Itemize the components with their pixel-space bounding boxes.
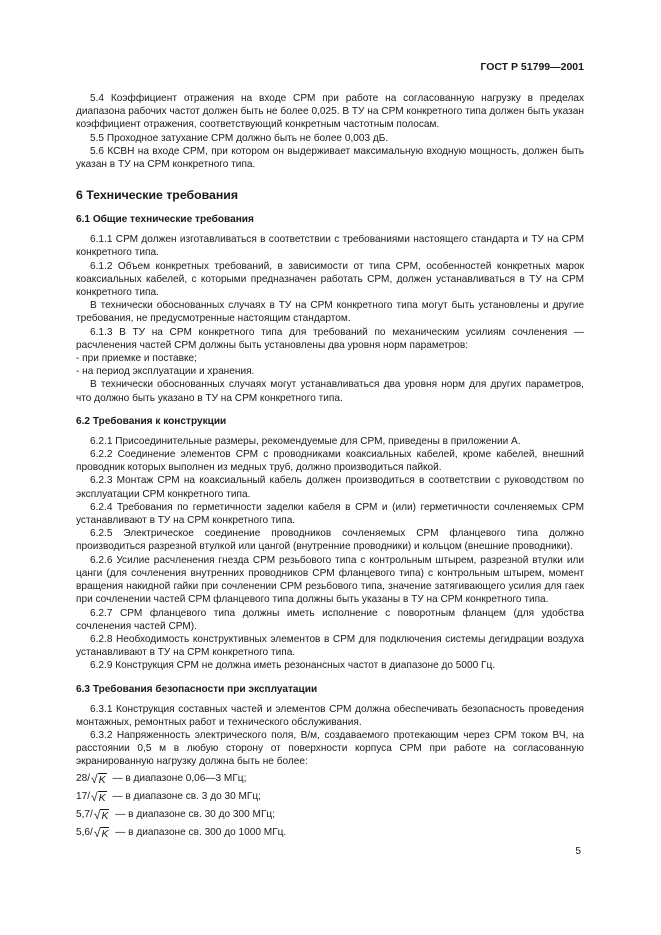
formula-variable: K [98, 791, 106, 804]
paragraph-6-2-7: 6.2.7 СРМ фланцевого типа должны иметь исполнение с поворотным фланцем (для удобства сочленения частей СРМ). [76, 607, 584, 632]
paragraph-6-1-3: 6.1.3 В ТУ на СРМ конкретного типа для требований по механическим усилиям сочленения — расчленения частей СРМ должны быть установлены два уровня норм параметров: [76, 326, 584, 351]
paragraph-6-2-5: 6.2.5 Электрическое соединение проводников сочленяемых СРМ фланцевого типа должно производиться разрезной втулкой или цангой (внутренние проводники) и кольцом (внешние проводники). [76, 528, 584, 553]
formula-range: — в диапазоне св. 3 до 30 МГц; [109, 790, 261, 802]
paragraph-6-1-2: 6.1.2 Объем конкретных требований, в зависимости от типа СРМ, особенностей конкретных марок коаксиальных кабелей, с которыми предназначен работать СРМ, должен устанавливаться в ТУ на СРМ конкретного типа. [76, 260, 584, 299]
sqrt-k-symbol [94, 808, 110, 824]
paragraph-6-1-1: 6.1.1 СРМ должен изготавливаться в соответствии с требованиями настоящего стандарта и ТУ на СРМ конкретного типа. [76, 234, 584, 259]
paragraph-6-2-4: 6.2.4 Требования по герметичности заделки кабеля в СРМ и (или) герметичности сочленяемых СРМ устанавливают в ТУ на СРМ конкретного типа. [76, 501, 584, 527]
paragraph-6-2-9: 6.2.9 Конструкция СРМ не должна иметь резонансных частот в диапазоне до 5000 Гц. [90, 660, 496, 672]
section-6-2-title: 6.2 Требования к конструкции [76, 415, 227, 427]
formula-line [76, 807, 584, 822]
section-6-3-title: 6.3 Требования безопасности при эксплуатации [76, 683, 318, 695]
radical-sign-icon: √ [93, 825, 101, 840]
formula-coefficient: 28/ [76, 772, 91, 784]
formula-variable: K [101, 809, 109, 822]
section-6-title: 6 Технические требования [76, 188, 238, 203]
list-item: - на период эксплуатации и хранения. [76, 366, 255, 378]
paragraph-5-4: 5.4 Коэффициент отражения на входе СРМ при работе на согласованную нагрузку в пределах диапазона рабочих частот должен быть не более 0,025. В ТУ на СРМ конкретного типа должен быть указан коэффициент отражения, соответствующий конкретным частотным полосам. [76, 93, 584, 131]
sqrt-k-symbol [91, 772, 107, 788]
paragraph-6-2-3: 6.2.3 Монтаж СРМ на коаксиальный кабель должен производиться в соответствии с руководством по эксплуатации СРМ конкретного типа. [76, 475, 584, 500]
formula-range: — в диапазоне св. 30 до 300 МГц; [112, 808, 276, 820]
section-6-1-title: 6.1 Общие технические требования [76, 214, 254, 226]
paragraph-6-2-1: 6.2.1 Присоединительные размеры, рекомендуемые для СРМ, приведены в приложении А. [90, 435, 521, 447]
formula-line [76, 771, 584, 786]
list-item: - при приемке и поставке; [76, 353, 197, 365]
paragraph-6-2-2: 6.2.2 Соединение элементов СРМ с проводниками коаксиальных кабелей, кроме кабелей, внешний проводник которых выполнен из медных труб, должно производиться пайкой. [76, 449, 584, 474]
paragraph-6-2-8: 6.2.8 Необходимость конструктивных элементов в СРМ для подключения системы дегидрации воздуха устанавливают в ТУ на СРМ конкретного типа. [76, 633, 584, 659]
page-content [76, 92, 584, 843]
formula-variable: K [98, 773, 106, 786]
radical-sign-icon: √ [93, 807, 101, 822]
formula-variable: K [101, 827, 109, 840]
paragraph-6-2-6: 6.2.6 Усилие расчленения гнезда СРМ резьбового типа с контрольным штырем, разрезной втулки или цанги (для сочленения внутренних проводников СРМ фланцевого типа) с контрольным штырем, момент вращения накидной гайки при сочленении СРМ резьбового типа, значение затягивающего усилия для гаек при сочленении частей СРМ фланцевого типа должны быть указаны в ТУ на СРМ конкретного типа. [76, 554, 584, 606]
formula-range: — в диапазоне 0,06—3 МГц; [109, 772, 247, 784]
formula-range: — в диапазоне св. 300 до 1000 МГц. [112, 826, 287, 838]
standard-header: ГОСТ Р 51799—2001 [480, 61, 584, 73]
formula-coefficient: 5,6/ [76, 826, 93, 838]
paragraph-5-5: 5.5 Проходное затухание СРМ должно быть не более 0,003 дБ. [90, 132, 389, 144]
paragraph-6-1-3-note: В технически обоснованных случаях могут устанавливаться два уровня норм для других параметров, что должно быть указано в ТУ на СРМ конкретного типа. [76, 379, 584, 404]
sqrt-k-symbol [94, 826, 110, 842]
formula-coefficient: 5,7/ [76, 808, 93, 820]
page-number: 5 [575, 846, 581, 857]
radical-sign-icon: √ [91, 789, 98, 804]
paragraph-5-6: 5.6 КСВН на входе СРМ, при котором он выдерживает максимальную входную мощность, должен быть указан в ТУ на СРМ конкретного типа. [76, 145, 584, 171]
paragraph-6-3-1: 6.3.1 Конструкция составных частей и элементов СРМ должна обеспечивать безопасность проведения монтажных, ремонтных работ и технического обслуживания. [76, 703, 584, 728]
formula-line [76, 825, 584, 840]
formula-line [76, 789, 584, 804]
radical-sign-icon: √ [91, 771, 98, 786]
paragraph-6-1-2-note: В технически обоснованных случаях в ТУ на СРМ конкретного типа могут быть установлены и другие требования, не предусмотренные настоящим стандартом. [76, 300, 584, 325]
formula-coefficient: 17/ [76, 790, 91, 802]
sqrt-k-symbol [91, 790, 107, 806]
paragraph-6-3-2: 6.3.2 Напряженность электрического поля, В/м, создаваемого протекающим через СРМ током ВЧ, на расстоянии 0,5 м в любую сторону от поверхности корпуса СРМ при работе на согласованную экранированную нагрузку должна быть не более: [76, 729, 584, 768]
